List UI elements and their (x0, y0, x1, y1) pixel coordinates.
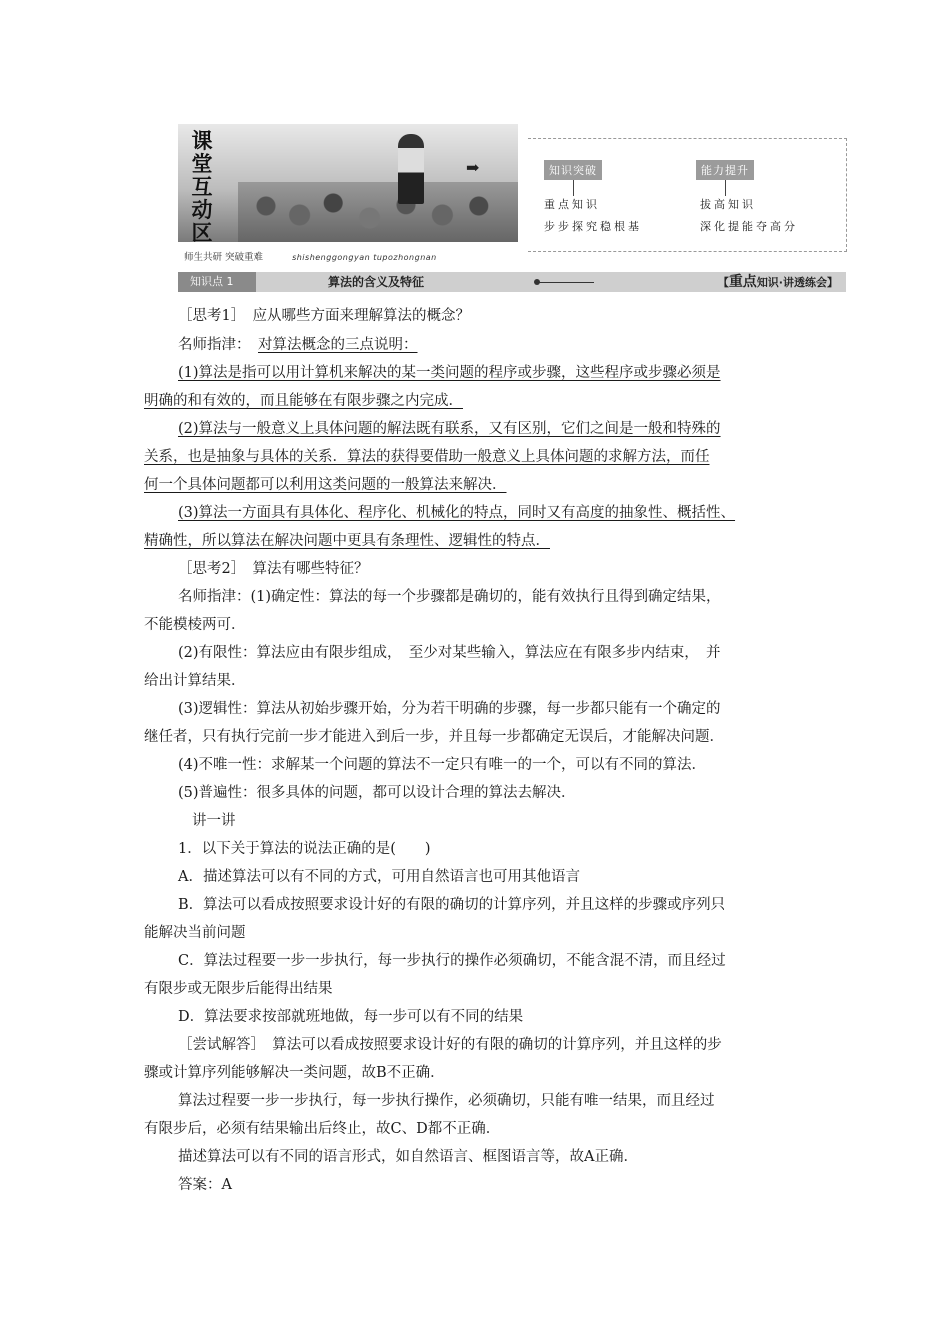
paragraph-line: (3)算法一方面具有具体化、程序化、机械化的特点，同时又有高度的抽象性、概括性、 (178, 505, 736, 521)
paragraph-line: (2)算法与一般意义上具体问题的解法既有联系，又有区别，它们之间是一般和特殊的 (178, 421, 721, 437)
paragraph-line: 描述算法可以有不同的语言形式，如自然语言、框图语言等，故A正确． (178, 1149, 638, 1165)
ability-improve-tag: 能力提升 (696, 160, 754, 180)
teacher-guide-label: 名师指津： (178, 337, 251, 353)
attempt-answer: ［尝试解答］ 算法可以看成按照要求设计好的有限的确切的计算序列，并且这样的步 (178, 1037, 722, 1053)
knowledge-point-tagline: 【重点知识·讲透练会】 (717, 274, 838, 290)
option-a: A．描述算法可以有不同的方式，可用自然语言也可用其他语言 (178, 869, 580, 885)
paragraph-line: 算法过程要一步一步执行，每一步执行操作，必须确切，只能有唯一结果，而且经过 (178, 1093, 715, 1109)
connector-line (725, 180, 726, 196)
option-b-cont: 能解决当前问题 (144, 925, 246, 941)
banner-info-box (528, 138, 847, 252)
left-line-1: 重点知识 (544, 198, 600, 211)
knowledge-point-bar (178, 272, 846, 292)
connector-line (573, 180, 574, 196)
paragraph-line: (4)不唯一性：求解某一个问题的算法不一定只有唯一的一个，可以有不同的算法． (178, 757, 707, 773)
right-line-1: 拔高知识 (700, 198, 756, 211)
banner-pinyin: shishenggongyan tupozhongnan (292, 253, 437, 262)
answer-line: 答案：A (178, 1177, 232, 1193)
paragraph-line: 继任者，只有执行完前一步才能进入到后一步，并且每一步都确定无误后，才能解决问题． (144, 729, 724, 745)
paragraph-line: 有限步后，必须有结果输出后终止，故C、D都不正确． (144, 1121, 501, 1137)
concept-intro: 对算法概念的三点说明： (258, 337, 418, 353)
option-c-cont: 有限步或无限步后能得出结果 (144, 981, 333, 997)
paragraph-line: (3)逻辑性：算法从初始步骤开始，分为若干明确的步骤，每一步都只能有一个确定的 (178, 701, 721, 717)
lecture-heading: 讲一讲 (192, 813, 236, 829)
knowledge-point-label: 知识点 1 (178, 272, 256, 292)
banner-subtitle: 师生共研 突破重难 shishenggongyan tupozhongnan (184, 252, 437, 263)
divider (538, 282, 594, 283)
paragraph-line: (2)有限性：算法应由有限步组成， 至少对某些输入，算法应在有限多步内结束， 并 (178, 645, 721, 661)
teacher-figure-image (398, 134, 424, 204)
option-c: C．算法过程要一步一步执行，每一步执行的操作必须确切，不能含混不清，而且经过 (178, 953, 726, 969)
question-1: 1．以下关于算法的说法正确的是( ) (178, 841, 431, 857)
paragraph-line: 名师指津：(1)确定性：算法的每一个步骤都是确切的，能有效执行且得到确定结果， (178, 589, 721, 605)
paragraph-line: 不能模棱两可． (144, 617, 246, 633)
think-1-question: ［思考1］ 应从哪些方面来理解算法的概念？ (178, 308, 470, 324)
paragraph-line: (5)普遍性：很多具体的问题，都可以设计合理的算法去解决． (178, 785, 576, 801)
option-b: B．算法可以看成按照要求设计好的有限的确切的计算序列，并且这样的步骤或序列只 (178, 897, 726, 913)
paragraph-line: 明确的和有效的，而且能够在有限步骤之内完成． (144, 393, 463, 409)
think-2-question: ［思考2］ 算法有哪些特征？ (178, 561, 369, 577)
paragraph-line: 骤或计算序列能够解决一类问题，故B不正确． (144, 1065, 445, 1081)
classroom-photo (178, 124, 518, 242)
option-d: D．算法要求按部就班地做，每一步可以有不同的结果 (178, 1009, 524, 1025)
knowledge-breakthrough-tag: 知识突破 (544, 160, 602, 180)
paragraph-line: 给出计算结果． (144, 673, 246, 689)
students-crowd-image (238, 182, 518, 242)
arrow-right-icon: ➡ (466, 158, 480, 177)
knowledge-point-title: 算法的含义及特征 (328, 275, 425, 289)
paragraph-line: (1)算法是指可以用计算机来解决的某一类问题的程序或步骤，这些程序或步骤必须是 (178, 365, 721, 381)
left-line-2: 步步探究稳根基 (544, 220, 642, 233)
right-line-2: 深化提能夺高分 (700, 220, 798, 233)
paragraph-line: 精确性，所以算法在解决问题中更具有条理性、逻辑性的特点． (144, 533, 550, 549)
banner-title: 课 堂 互 动 区 (191, 129, 213, 242)
paragraph-line: 关系，也是抽象与具体的关系．算法的获得要借助一般意义上具体问题的求解方法，而任 (144, 449, 710, 465)
paragraph-line: 何一个具体问题都可以利用这类问题的一般算法来解决． (144, 477, 507, 493)
